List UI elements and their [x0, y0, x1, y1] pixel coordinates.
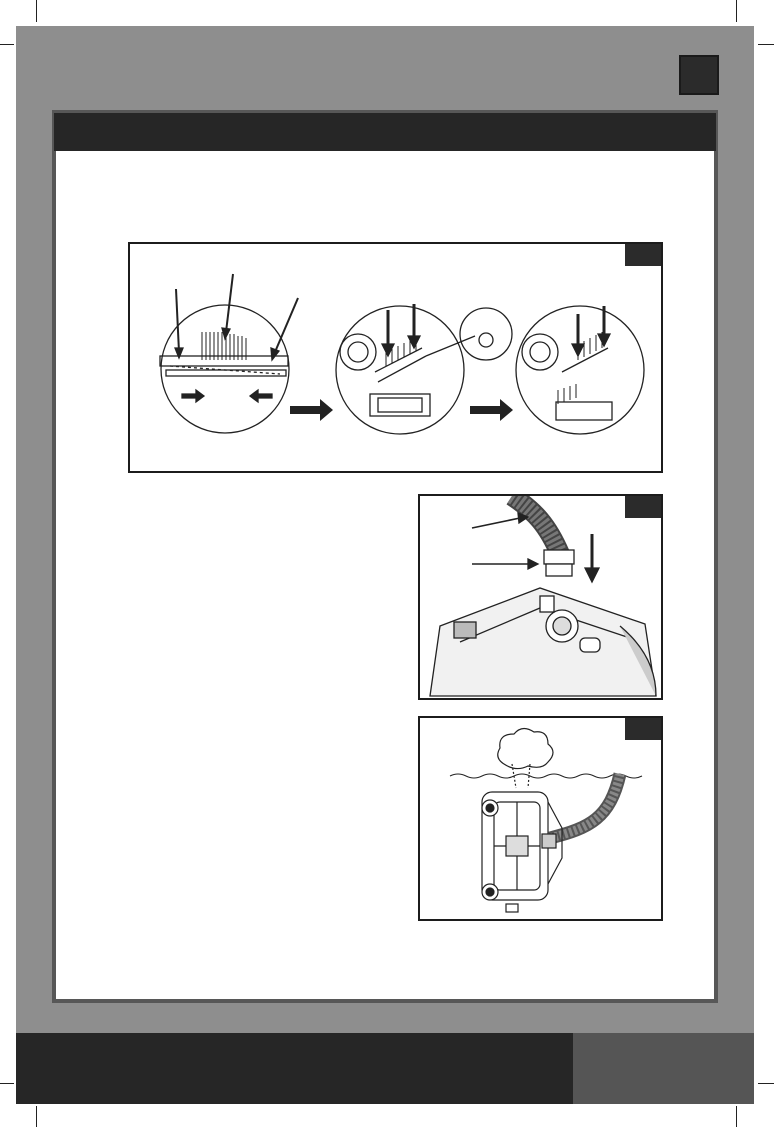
- seal-strip-illustration: [130, 244, 661, 471]
- crop-mark: [0, 1083, 14, 1084]
- page-number-box: [679, 55, 719, 95]
- crop-mark: [36, 1106, 37, 1127]
- figure-tag: [625, 244, 661, 266]
- crop-mark: [758, 44, 774, 45]
- crop-mark: [0, 44, 14, 45]
- figure-cleaner-in-pool: [418, 716, 663, 921]
- crop-mark: [736, 1106, 737, 1127]
- crop-mark: [758, 1083, 774, 1084]
- cleaner-in-pool-illustration: [420, 718, 661, 919]
- footer-right-band: [573, 1033, 754, 1104]
- hose-connection-illustration: [420, 496, 661, 698]
- crop-mark: [736, 0, 737, 22]
- crop-mark: [36, 0, 37, 22]
- figure-tag: [625, 718, 661, 740]
- figure-tag: [625, 496, 661, 518]
- figure-seal-strip-assembly: [128, 242, 663, 473]
- footer-left-band: [16, 1033, 573, 1104]
- figure-hose-connection: [418, 494, 663, 700]
- section-header: [54, 113, 716, 151]
